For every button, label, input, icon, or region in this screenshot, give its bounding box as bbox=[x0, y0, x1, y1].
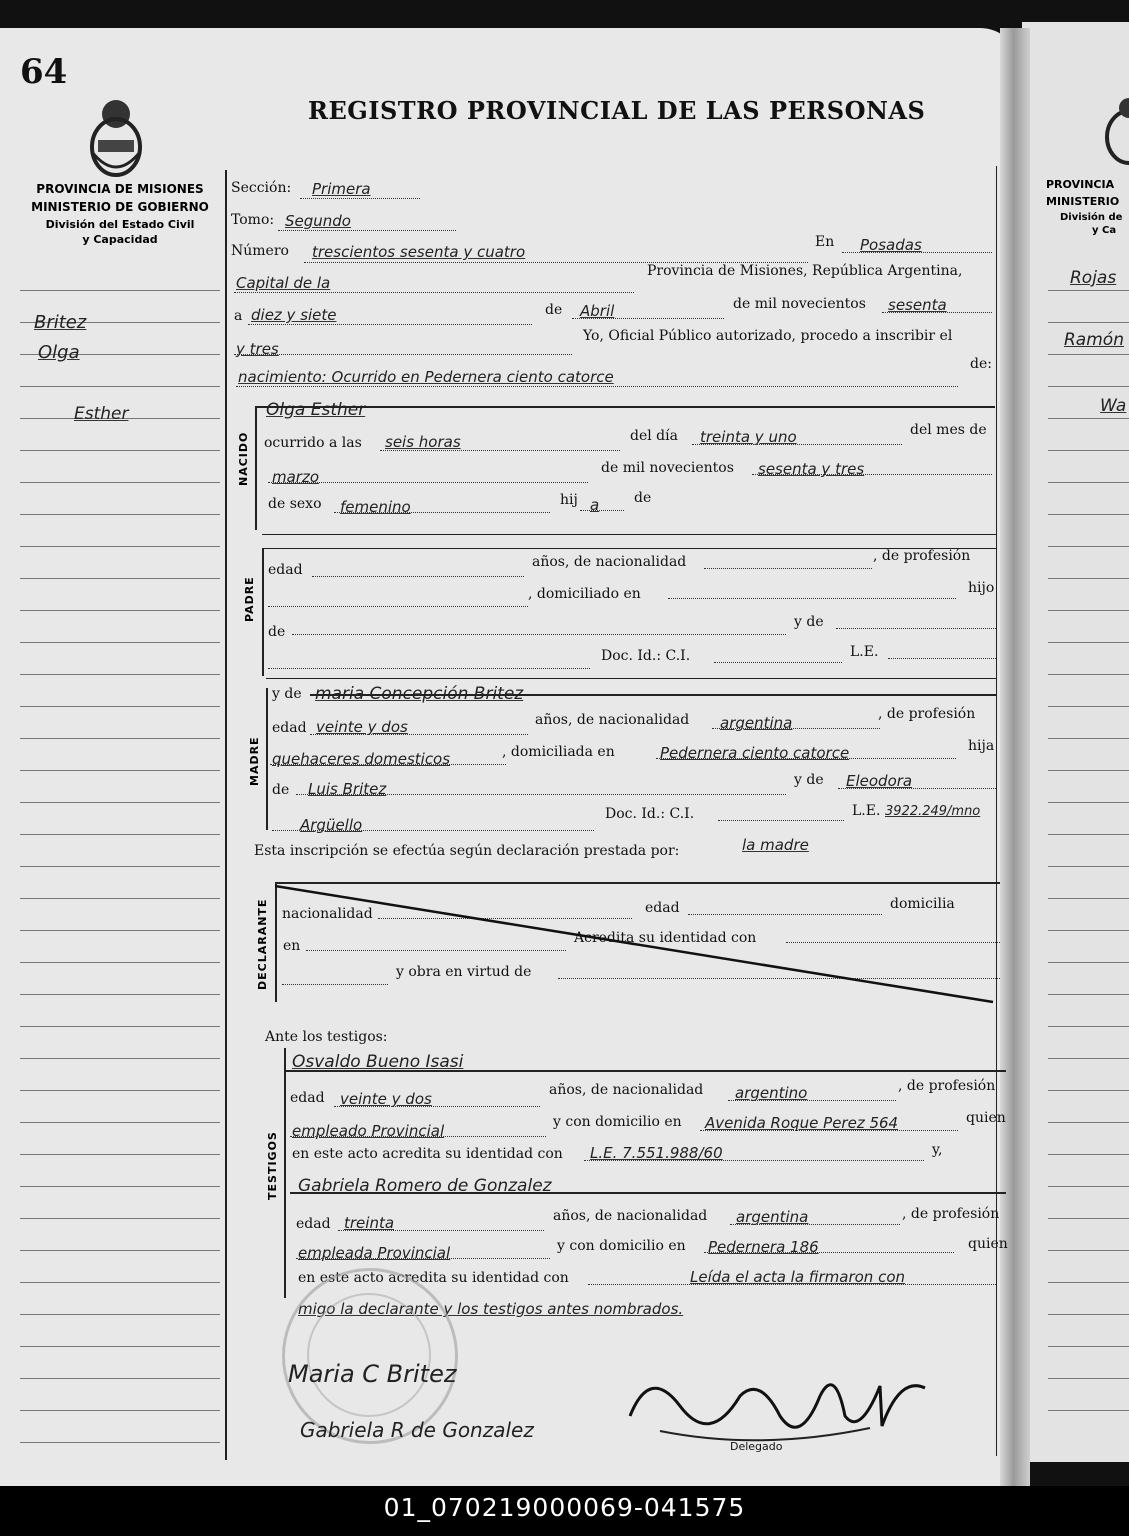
madre-profesion-value: quehaceres domesticos bbox=[272, 750, 451, 768]
margin-rule bbox=[20, 1122, 220, 1123]
margin-rule-right bbox=[1048, 962, 1129, 963]
madre-domiciliada-label: , domiciliada en bbox=[502, 744, 615, 760]
margin-rule-right bbox=[1048, 1410, 1129, 1411]
margin-rule-right bbox=[1048, 1186, 1129, 1187]
numero-label: Número bbox=[231, 243, 289, 259]
header-right-line-1: PROVINCIA bbox=[1046, 178, 1115, 191]
hora-value: seis horas bbox=[385, 433, 461, 451]
testigo1-doc-line bbox=[584, 1160, 924, 1161]
form-left-border bbox=[225, 170, 227, 1460]
margin-rule-right bbox=[1048, 994, 1129, 995]
testigo1-profesion-line bbox=[290, 1136, 546, 1137]
margin-rule bbox=[20, 866, 220, 867]
sexo-line bbox=[334, 512, 550, 513]
hora-line bbox=[380, 450, 620, 451]
year-value-2: y tres bbox=[236, 340, 279, 358]
madre-profesion-line bbox=[270, 764, 506, 765]
padre-de-label: de bbox=[268, 624, 286, 640]
header-line-3: División del Estado Civil bbox=[45, 218, 195, 231]
margin-rule bbox=[20, 514, 220, 515]
padre-le-line bbox=[888, 658, 996, 659]
dia-line bbox=[692, 444, 902, 445]
madre-le-label: L.E. bbox=[852, 803, 881, 819]
margin-rule-right bbox=[1048, 1122, 1129, 1123]
margin-rule bbox=[20, 1346, 220, 1347]
padre-domiciliado-label: , domiciliado en bbox=[528, 586, 641, 602]
inscripcion-value: la madre bbox=[742, 836, 809, 854]
nacido-name: Olga Esther bbox=[266, 400, 366, 420]
testigo1-domicilio-value: Avenida Roque Perez 564 bbox=[705, 1114, 899, 1132]
margin-rule bbox=[20, 1442, 220, 1443]
mil-label: de mil novecientos bbox=[733, 296, 866, 312]
seccion-label: Sección: bbox=[231, 180, 292, 196]
declarante-strike-line bbox=[275, 882, 1000, 1006]
madre-y-de-label: y de bbox=[272, 686, 302, 702]
nacido-left-rule bbox=[255, 406, 257, 530]
margin-rule-right bbox=[1048, 578, 1129, 579]
margin-rule-right bbox=[1048, 290, 1129, 291]
margin-rule-right bbox=[1048, 354, 1129, 355]
testigos-left-rule bbox=[284, 1048, 286, 1298]
margin-rule bbox=[20, 386, 220, 387]
madre-edad-value: veinte y dos bbox=[316, 718, 408, 736]
margin-rule bbox=[20, 770, 220, 771]
declarante-obra-label: y obra en virtud de bbox=[396, 964, 532, 980]
testigo1-edad-line bbox=[334, 1106, 540, 1107]
seccion-line bbox=[300, 198, 420, 199]
margin-rule bbox=[20, 1186, 220, 1187]
margin-rule-right bbox=[1048, 930, 1129, 931]
year-value: sesenta bbox=[888, 296, 947, 314]
padre-domicilio-line bbox=[668, 598, 956, 599]
testigo1-edad-label: edad bbox=[290, 1090, 325, 1106]
tomo-label: Tomo: bbox=[231, 212, 275, 228]
form-right-border bbox=[996, 166, 997, 1456]
margin-right-line-3: Wa bbox=[1100, 396, 1127, 416]
margin-rule-right bbox=[1048, 1346, 1129, 1347]
margin-rule bbox=[20, 290, 220, 291]
numero-value: trescientos sesenta y cuatro bbox=[312, 243, 526, 261]
madre-name: maria Concepción Britez bbox=[315, 684, 524, 704]
margin-rule-right bbox=[1048, 1250, 1129, 1251]
margin-rule-right bbox=[1048, 1282, 1129, 1283]
margin-rule bbox=[20, 482, 220, 483]
testigo2-profesion-value: empleada Provincial bbox=[298, 1244, 451, 1262]
declarante-en-label: en bbox=[283, 938, 301, 954]
testigo1-anios-label: años, de nacionalidad bbox=[549, 1082, 704, 1098]
margin-rule-right bbox=[1048, 1026, 1129, 1027]
madre-extra-line bbox=[272, 830, 594, 831]
yo-label: Yo, Oficial Público autorizado, procedo a inscribir el bbox=[583, 328, 953, 344]
signature-testigo: Gabriela R de Gonzalez bbox=[300, 1418, 534, 1442]
testigo2-nac-value: argentina bbox=[736, 1208, 809, 1226]
page-number: 64 bbox=[20, 52, 68, 92]
madre-nac-line bbox=[712, 728, 880, 729]
testigo1-domicilio-label: y con domicilio en bbox=[553, 1114, 682, 1130]
madre-domicilio-value: Pedernera ciento catorce bbox=[660, 744, 850, 762]
testigo2-doc-line bbox=[588, 1284, 996, 1285]
de-label: de bbox=[545, 302, 563, 318]
margin-rule-right bbox=[1048, 770, 1129, 771]
margin-rule bbox=[20, 1410, 220, 1411]
mes-value: marzo bbox=[272, 468, 320, 486]
padre-edad-label: edad bbox=[268, 562, 303, 578]
footer-id: 01_070219000069-041575 bbox=[0, 1486, 1129, 1536]
padre-hijo-label: hijo bbox=[968, 580, 995, 596]
madre-left-rule bbox=[266, 688, 268, 830]
margin-rule-right bbox=[1048, 322, 1129, 323]
anio-value: sesenta y tres bbox=[758, 460, 865, 478]
margin-rule bbox=[20, 706, 220, 707]
madre-domicilio-line bbox=[656, 758, 956, 759]
testigo1-profesion-label: , de profesión bbox=[898, 1078, 996, 1094]
testigo2-quien-label: quien bbox=[968, 1236, 1008, 1252]
madre-nac-value: argentina bbox=[720, 714, 793, 732]
testigo2-edad-value: treinta bbox=[344, 1214, 395, 1232]
testigo1-quien-label: quien bbox=[966, 1110, 1006, 1126]
en-line bbox=[842, 252, 992, 253]
closing-text: migo la declarante y los testigos antes nombrados. bbox=[298, 1300, 684, 1318]
testigo1-nac-line bbox=[728, 1100, 896, 1101]
madre-hija-label: hija bbox=[968, 738, 995, 754]
madre-de-label: de bbox=[272, 782, 290, 798]
margin-rule-right bbox=[1048, 1154, 1129, 1155]
tomo-value: Segundo bbox=[285, 212, 351, 230]
capital-value: Capital de la bbox=[236, 274, 331, 292]
margin-rule bbox=[20, 738, 220, 739]
nacimiento-line bbox=[236, 386, 958, 387]
madre-name-rule bbox=[310, 694, 996, 696]
padre-extra-line bbox=[268, 668, 590, 669]
padre-profesion-label: , de profesión bbox=[873, 548, 971, 564]
testigo1-name: Osvaldo Bueno Isasi bbox=[292, 1052, 464, 1072]
header-line-4: y Capacidad bbox=[82, 233, 158, 246]
margin-rule-right bbox=[1048, 866, 1129, 867]
testigo2-edad-line bbox=[338, 1230, 544, 1231]
hij-label: hij bbox=[560, 492, 578, 508]
margin-rule bbox=[20, 1218, 220, 1219]
madre-anios-label: años, de nacionalidad bbox=[535, 712, 690, 728]
official-title: Delegado bbox=[730, 1440, 783, 1453]
year-line-2 bbox=[234, 354, 572, 355]
margin-middle-name: Esther bbox=[74, 404, 129, 424]
margin-rule-right bbox=[1048, 610, 1129, 611]
padre-anios-label: años, de nacionalidad bbox=[532, 554, 687, 570]
margin-rule-right bbox=[1048, 418, 1129, 419]
margin-rule bbox=[20, 1378, 220, 1379]
padre-doc-label: Doc. Id.: C.I. bbox=[601, 648, 691, 664]
madre-top-rule bbox=[266, 678, 996, 679]
coat-of-arms-icon bbox=[84, 92, 148, 178]
header-right-line-3: División de bbox=[1060, 212, 1123, 223]
header-line-1: PROVINCIA DE MISIONES bbox=[36, 182, 204, 196]
padre-y-de-label: y de bbox=[794, 614, 824, 630]
testigo1-domicilio-line bbox=[700, 1130, 958, 1131]
margin-rule bbox=[20, 1026, 220, 1027]
testigo1-profesion-value: empleado Provincial bbox=[292, 1122, 445, 1140]
a-label: a bbox=[234, 308, 243, 324]
testigo2-domicilio-label: y con domicilio en bbox=[557, 1238, 686, 1254]
margin-rule-right bbox=[1048, 1218, 1129, 1219]
testigo1-nac-value: argentino bbox=[735, 1084, 808, 1102]
madre-padre-line bbox=[296, 794, 786, 795]
margin-rule bbox=[20, 674, 220, 675]
nacido-de-label: de bbox=[634, 490, 652, 506]
testigo1-y-label: y, bbox=[932, 1142, 943, 1158]
seccion-value: Primera bbox=[312, 180, 371, 198]
margin-rule-right bbox=[1048, 482, 1129, 483]
madre-le-value: 3922.249/mno bbox=[885, 804, 981, 819]
header-right-line-2: MINISTERIO bbox=[1046, 195, 1120, 208]
margin-rule-right bbox=[1048, 738, 1129, 739]
day-value: diez y siete bbox=[251, 306, 337, 324]
padre-de-line bbox=[292, 634, 786, 635]
testigo2-anios-label: años, de nacionalidad bbox=[553, 1208, 708, 1224]
adjacent-page bbox=[1022, 22, 1129, 1462]
margin-rule bbox=[20, 994, 220, 995]
testigos-label: TESTIGOS bbox=[266, 1131, 279, 1200]
margin-rule bbox=[20, 1058, 220, 1059]
coat-of-arms-icon-right bbox=[1103, 92, 1129, 172]
padre-le-label: L.E. bbox=[850, 644, 879, 660]
dia-label: del día bbox=[630, 428, 678, 444]
testigo2-acredita-label: en este acto acredita su identidad con bbox=[298, 1270, 569, 1286]
en-label: En bbox=[815, 234, 835, 250]
margin-rule bbox=[20, 450, 220, 451]
padre-label: PADRE bbox=[243, 576, 256, 622]
testigo2-domicilio-value: Pedernera 186 bbox=[708, 1238, 819, 1256]
header-line-2: MINISTERIO DE GOBIERNO bbox=[31, 200, 209, 214]
declarante-nacionalidad-label: nacionalidad bbox=[282, 906, 373, 922]
testigo2-profesion-line bbox=[296, 1258, 550, 1259]
madre-y-de2-label: y de bbox=[794, 772, 824, 788]
sexo-value: femenino bbox=[340, 498, 411, 516]
margin-rule bbox=[20, 834, 220, 835]
mes-line bbox=[268, 482, 588, 483]
de-colon-label: de: bbox=[970, 356, 992, 372]
month-value: Abril bbox=[580, 302, 615, 320]
margin-rule bbox=[20, 802, 220, 803]
margin-rule-right bbox=[1048, 1090, 1129, 1091]
madre-madre-value-2: Argüello bbox=[300, 816, 363, 834]
margin-rule-right bbox=[1048, 1058, 1129, 1059]
margin-rule-right bbox=[1048, 706, 1129, 707]
declarante-acredita-label: Acredita su identidad con bbox=[574, 930, 757, 946]
margin-right-line-1: Rojas bbox=[1070, 268, 1117, 288]
en-value: Posadas bbox=[860, 236, 922, 254]
ocurrido-label: ocurrido a las bbox=[264, 435, 362, 451]
padre-profesion-line bbox=[268, 606, 528, 607]
tomo-line bbox=[278, 230, 456, 231]
book-gutter bbox=[1000, 28, 1030, 1486]
year-line bbox=[882, 312, 992, 313]
testigo2-name-rule bbox=[290, 1192, 1006, 1194]
madre-doc-line bbox=[718, 820, 844, 821]
document-title: REGISTRO PROVINCIAL DE LAS PERSONAS bbox=[308, 96, 926, 125]
margin-rule-right bbox=[1048, 834, 1129, 835]
signature-madre: Maria C Britez bbox=[288, 1360, 457, 1388]
margin-rule-right bbox=[1048, 674, 1129, 675]
testigo2-profesion-label: , de profesión bbox=[902, 1206, 1000, 1222]
inscripcion-label: Esta inscripción se efectúa según declaración prestada por: bbox=[254, 843, 680, 859]
margin-rule bbox=[20, 1314, 220, 1315]
madre-madre-line bbox=[838, 788, 996, 789]
declarante-label: DECLARANTE bbox=[256, 898, 269, 990]
margin-surname: Britez bbox=[34, 312, 87, 333]
margin-rule bbox=[20, 898, 220, 899]
margin-rule-right bbox=[1048, 1378, 1129, 1379]
month-line bbox=[572, 318, 724, 319]
madre-padre-value: Luis Britez bbox=[308, 780, 387, 798]
testigo1-acredita-label: en este acto acredita su identidad con bbox=[292, 1146, 563, 1162]
padre-doc-line bbox=[714, 662, 842, 663]
margin-rule-right bbox=[1048, 1314, 1129, 1315]
testigo2-nac-line bbox=[730, 1224, 900, 1225]
madre-madre-value: Eleodora bbox=[846, 772, 913, 790]
testigos-ante-label: Ante los testigos: bbox=[265, 1029, 388, 1045]
mes-label: del mes de bbox=[910, 422, 987, 438]
margin-rule bbox=[20, 1250, 220, 1251]
margin-rule bbox=[20, 578, 220, 579]
header-left bbox=[18, 182, 222, 246]
padre-left-rule bbox=[262, 548, 264, 676]
margin-rule-right bbox=[1048, 450, 1129, 451]
margin-rule-right bbox=[1048, 546, 1129, 547]
margin-rule bbox=[20, 1282, 220, 1283]
declarante-edad-label: edad bbox=[645, 900, 680, 916]
testigo2-name: Gabriela Romero de Gonzalez bbox=[298, 1176, 552, 1196]
madre-profesion-label: , de profesión bbox=[878, 706, 976, 722]
margin-rule-right bbox=[1048, 642, 1129, 643]
header-right-line-4: y Ca bbox=[1092, 225, 1117, 236]
testigo1-edad-value: veinte y dos bbox=[340, 1090, 432, 1108]
madre-edad-line bbox=[310, 734, 528, 735]
provincia-label: Provincia de Misiones, República Argentina, bbox=[647, 263, 963, 279]
capital-line bbox=[234, 292, 634, 293]
anio-line bbox=[752, 474, 992, 475]
testigo1-name-rule bbox=[286, 1070, 1006, 1072]
padre-nac-line bbox=[704, 568, 872, 569]
madre-label: MADRE bbox=[248, 736, 261, 786]
margin-rule bbox=[20, 1090, 220, 1091]
nacido-mil-label: de mil novecientos bbox=[601, 460, 734, 476]
margin-rule bbox=[20, 546, 220, 547]
sexo-label: de sexo bbox=[268, 496, 322, 512]
margin-rule bbox=[20, 610, 220, 611]
testigo2-domicilio-line bbox=[704, 1252, 954, 1253]
nacido-top-rule bbox=[255, 406, 995, 408]
padre-edad-line bbox=[312, 576, 524, 577]
testigo1-doc-value: L.E. 7.551.988/60 bbox=[590, 1144, 723, 1162]
testigo2-edad-label: edad bbox=[296, 1216, 331, 1232]
dia-value: treinta y uno bbox=[700, 428, 797, 446]
header-right bbox=[1046, 178, 1129, 236]
nacimiento-value: nacimiento: Ocurrido en Pedernera ciento catorce bbox=[238, 368, 614, 386]
margin-rule-right bbox=[1048, 802, 1129, 803]
padre-y-de-line bbox=[836, 628, 996, 629]
madre-edad-label: edad bbox=[272, 720, 307, 736]
padre-top-rule bbox=[262, 534, 996, 535]
testigo2-doc-value: Leída el acta la firmaron con bbox=[690, 1268, 906, 1286]
nacido-label: NACIDO bbox=[237, 431, 250, 486]
hij-value: a bbox=[590, 496, 600, 514]
day-line bbox=[248, 324, 532, 325]
hij-line bbox=[580, 510, 624, 511]
margin-given-name: Olga bbox=[38, 342, 80, 363]
declarante-domicilia-label: domicilia bbox=[890, 896, 955, 912]
madre-doc-label: Doc. Id.: C.I. bbox=[605, 806, 695, 822]
margin-rule bbox=[20, 642, 220, 643]
margin-right-line-2: Ramón bbox=[1064, 330, 1124, 350]
margin-rule-right bbox=[1048, 898, 1129, 899]
margin-rule-right bbox=[1048, 386, 1129, 387]
margin-rule bbox=[20, 930, 220, 931]
margin-rule bbox=[20, 1154, 220, 1155]
margin-rule-right bbox=[1048, 514, 1129, 515]
margin-rule bbox=[20, 962, 220, 963]
